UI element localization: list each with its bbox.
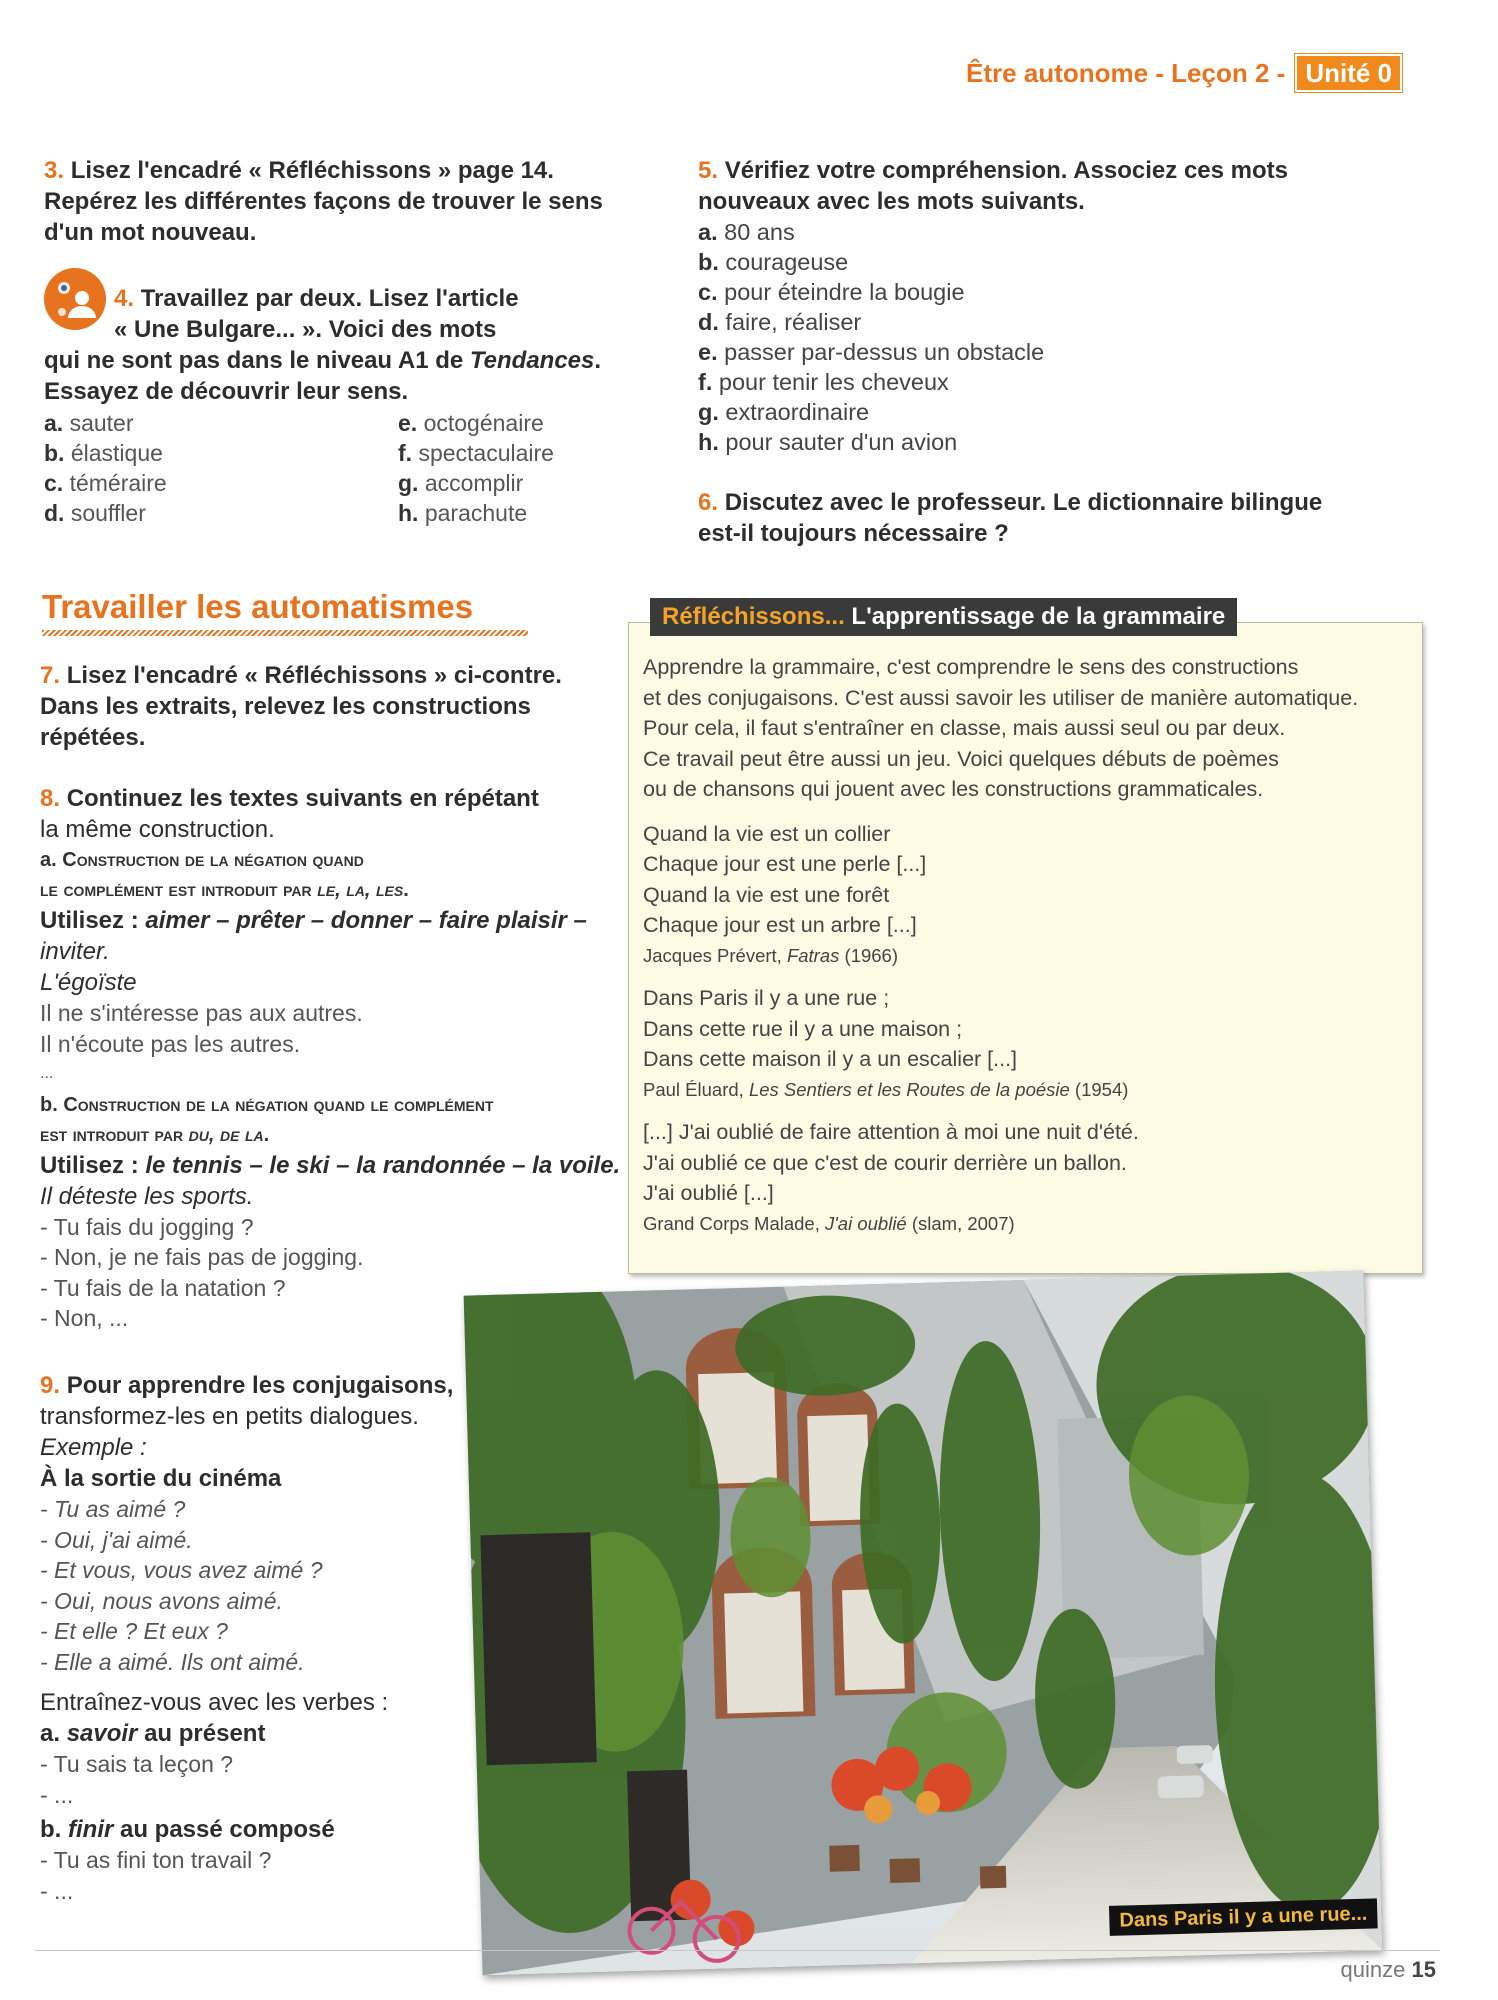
- q7-number: 7.: [40, 662, 61, 689]
- q4-line4: Essayez de découvrir leur sens.: [44, 378, 409, 405]
- list-item: g. accomplir: [398, 470, 524, 496]
- box-intro-line: Apprendre la grammaire, c'est comprendre le sens des constructions: [643, 655, 1299, 679]
- title-underline: [42, 630, 528, 636]
- q8a-line: Il ne s'intéresse pas aux autres.: [40, 1000, 363, 1026]
- q9b: b. finir au passé composé: [40, 1816, 335, 1843]
- q4-number: 4.: [114, 285, 135, 312]
- poem-line: Quand la vie est un collier: [643, 821, 891, 846]
- q5-line1: Vérifiez votre compréhension. Associez ces mots: [724, 157, 1288, 184]
- street-photo: [464, 1271, 1383, 1976]
- q8b-line: - Tu fais du jogging ?: [40, 1213, 254, 1240]
- q8b-line: - Tu fais de la natation ?: [40, 1274, 286, 1301]
- q9a-line: - Tu sais ta leçon ?: [40, 1751, 234, 1777]
- q8a-use2: inviter.: [40, 938, 110, 965]
- question-8: [40, 783, 630, 1334]
- q8a-use: Utilisez : aimer – prêter – donner – faire plaisir –: [40, 907, 587, 934]
- q7-line3: répétées.: [40, 724, 146, 751]
- page-number: [1341, 1955, 1436, 1985]
- q8b-line: - Non, je ne fais pas de jogging.: [40, 1244, 364, 1270]
- q9-example-line: - Et vous, vous avez aimé ?: [40, 1557, 323, 1583]
- q8-line1: Continuez les textes suivants en répétant: [66, 785, 539, 812]
- q9a: a. savoir au présent: [40, 1720, 266, 1747]
- q9b-line: - Tu as fini ton travail ?: [40, 1847, 272, 1873]
- q8b-title: b. Construction de la négation quand le complément: [40, 1093, 494, 1116]
- box-intro-line: et des conjugaisons. C'est aussi savoir les utiliser de manière automatique.: [643, 685, 1359, 710]
- list-item: d. souffler: [44, 500, 146, 526]
- box-intro-line: Ce travail peut être aussi un jeu. Voici quelques débuts de poèmes: [643, 746, 1279, 771]
- q6-line2: est-il toujours nécessaire ?: [698, 520, 1009, 547]
- q5-line2: nouveaux avec les mots suivants.: [698, 188, 1085, 215]
- q8a-heading: L'égoïste: [40, 969, 137, 996]
- running-header: [966, 56, 1402, 90]
- q9-example-line: - Oui, j'ai aimé.: [40, 1526, 193, 1553]
- q9-example-label: Exemple :: [40, 1434, 147, 1461]
- q7-line2: Dans les extraits, relevez les constructions: [40, 693, 531, 720]
- q9-example-line: - Elle a aimé. Ils ont aimé.: [40, 1648, 305, 1675]
- q4-book-title: Tendances: [469, 347, 595, 374]
- list-item: e. octogénaire: [398, 410, 544, 436]
- question-5: [698, 155, 1418, 217]
- poem-line: [...] J'ai oublié de faire attention à moi une nuit d'été.: [643, 1120, 1139, 1144]
- q8a-title: a. Construction de la négation quand: [40, 849, 364, 871]
- box-intro-line: Pour cela, il faut s'entraîner en classe, mais aussi seul ou par deux.: [643, 716, 1286, 740]
- q6-number: 6.: [698, 489, 719, 516]
- q8b-line: - Non, ...: [40, 1305, 129, 1331]
- list-item: f. spectaculaire: [398, 440, 554, 466]
- list-item: c. téméraire: [44, 470, 167, 496]
- list-item: b. courageuse: [698, 249, 849, 275]
- poem-line: Dans cette maison il y a un escalier [...]: [643, 1047, 1018, 1071]
- list-item: h. parachute: [398, 500, 528, 526]
- box-title-orange: Réfléchissons...: [662, 603, 845, 630]
- poem-line: Chaque jour est une perle [...]: [643, 852, 927, 876]
- q4-line2: « Une Bulgare... ». Voici des mots: [114, 316, 497, 343]
- section-title: Travailler les automatismes: [42, 586, 528, 636]
- list-item: f. pour tenir les cheveux: [698, 369, 949, 395]
- q3-number: 3.: [44, 157, 65, 184]
- q9-number: 9.: [40, 1372, 61, 1399]
- reflection-box-title: [650, 598, 1237, 636]
- q9-example-title: À la sortie du cinéma: [40, 1465, 282, 1492]
- list-item: g. extraordinaire: [698, 399, 870, 425]
- q3-text: Lisez l'encadré « Réfléchissons » page 14.: [70, 157, 554, 184]
- q9-example-line: - Et elle ? Et eux ?: [40, 1618, 228, 1644]
- q8b-title2: est introduit par du, de la.: [40, 1123, 270, 1146]
- q8b-heading: Il déteste les sports.: [40, 1182, 254, 1210]
- list-item: a. 80 ans: [698, 219, 795, 245]
- list-item: b. élastique: [44, 440, 163, 466]
- footer-rule: [35, 1950, 1440, 1951]
- list-item: e. passer par-dessus un obstacle: [698, 339, 1045, 365]
- q4-line1: Travaillez par deux. Lisez l'article: [140, 285, 519, 312]
- q8a-line: Il n'écoute pas les autres.: [40, 1030, 301, 1057]
- q8-line2: la même construction.: [40, 816, 275, 843]
- unit-badge: Unité 0: [1295, 54, 1402, 92]
- street-photo-illustration: [464, 1271, 1383, 1976]
- box-intro-line: ou de chansons qui jouent avec les constructions grammaticales.: [643, 777, 1264, 801]
- poem-line: J'ai oublié ce que c'est de courir derrière un ballon.: [643, 1150, 1127, 1175]
- list-item: h. pour sauter d'un avion: [698, 429, 958, 455]
- q7-line1: Lisez l'encadré « Réfléchissons » ci-contre.: [66, 662, 562, 689]
- question-9: [40, 1370, 480, 1906]
- question-7: [40, 660, 620, 753]
- q4-right-list: [398, 408, 554, 528]
- poem-line: Dans cette rue il y a une maison ;: [643, 1016, 963, 1041]
- question-3: [44, 155, 644, 248]
- breadcrumb: Être autonome - Leçon 2 -: [966, 57, 1286, 88]
- q6-line1: Discutez avec le professeur. Le dictionnaire bilingue: [724, 489, 1323, 516]
- poem-line: J'ai oublié [...]: [643, 1181, 774, 1205]
- q9a-line: - ...: [40, 1781, 74, 1808]
- list-item: a. sauter: [44, 410, 134, 436]
- poem-credit: Grand Corps Malade, J'ai oublié (slam, 2007): [643, 1212, 1015, 1234]
- q4-left-list: [44, 408, 167, 528]
- poem-line: Chaque jour est un arbre [...]: [643, 913, 917, 937]
- question-4: [44, 283, 644, 407]
- q9-example-line: - Oui, nous avons aimé.: [40, 1587, 283, 1614]
- page-word: quinze: [1340, 1957, 1406, 1982]
- question-6: [698, 487, 1418, 549]
- page-num: 15: [1411, 1957, 1436, 1982]
- poem-credit: Jacques Prévert, Fatras (1966): [643, 944, 899, 966]
- q8-number: 8.: [40, 785, 61, 812]
- q9-practice-label: Entraînez-vous avec les verbes :: [40, 1689, 389, 1716]
- q8a-line: ...: [40, 1065, 54, 1082]
- poem-line: Quand la vie est une forêt: [643, 882, 890, 907]
- q9-line2: transformez-les en petits dialogues.: [40, 1403, 419, 1430]
- q9b-line: - ...: [40, 1877, 74, 1904]
- photo-caption: Dans Paris il y a une rue...: [1109, 1898, 1378, 1935]
- q3-line3: d'un mot nouveau.: [44, 219, 257, 246]
- q8a-title2: le complément est introduit par le, la, les.: [40, 879, 409, 901]
- q5-number: 5.: [698, 157, 719, 184]
- q9-example-line: - Tu as aimé ?: [40, 1496, 186, 1522]
- poem-line: Dans Paris il y a une rue ;: [643, 986, 890, 1010]
- list-item: c. pour éteindre la bougie: [698, 279, 965, 305]
- box-title-white: L'apprentissage de la grammaire: [844, 603, 1226, 630]
- q9-line1: Pour apprendre les conjugaisons,: [66, 1372, 454, 1399]
- list-item: d. faire, réaliser: [698, 309, 862, 335]
- q4-line3c: .: [594, 347, 602, 374]
- poem-credit: Paul Éluard, Les Sentiers et les Routes de la poésie (1954): [643, 1078, 1129, 1100]
- reflection-box-content: [643, 652, 1413, 1239]
- q4-line3a: qui ne sont pas dans le niveau A1 de: [44, 347, 470, 374]
- q5-list: [698, 217, 1044, 457]
- q8b-use: Utilisez : le tennis – le ski – la randonnée – la voile.: [40, 1151, 621, 1179]
- q3-line2: Repérez les différentes façons de trouver le sens: [44, 188, 603, 215]
